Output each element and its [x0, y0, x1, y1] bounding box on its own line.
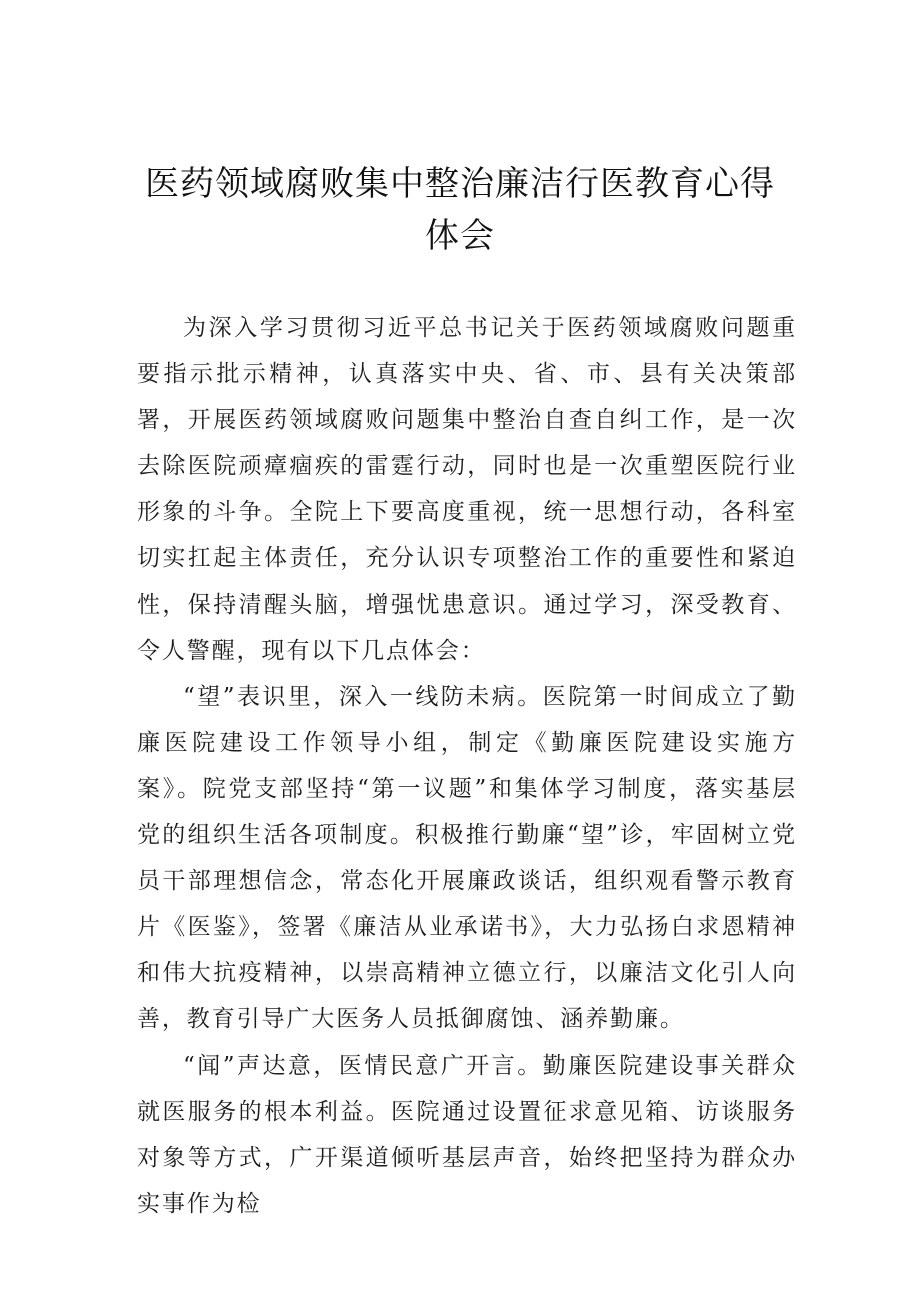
document-body — [137, 305, 797, 1227]
paragraph-wang: “望”表识里，深入一线防未病。医院第一时间成立了勤廉医院建设工作领导小组，制定《勤廉医院建设实施方案》。院党支部坚持“第一议题”和集体学习制度，落实基层党的组织生活各项制度。积极推行勤廉“望”诊，牢固树立党员干部理想信念，常态化开展廉政谈话，组织观看警示教育片《医鉴》，签署《廉洁从业承诺书》，大力弘扬白求恩精神和伟大抗疫精神，以崇高精神立德立行，以廉洁文化引人向善，教育引导广大医务人员抵御腐蚀、涵养勤廉。 — [137, 683, 797, 1033]
paragraph-wen: “闻”声达意，医情民意广开言。勤廉医院建设事关群众就医服务的根本利益。医院通过设置征求意见箱、访谈服务对象等方式，广开渠道倾听基层声音，始终把坚持为群众办实事作为检 — [137, 1052, 797, 1217]
paragraph-intro: 为深入学习贯彻习近平总书记关于医药领域腐败问题重要指示批示精神，认真落实中央、省、市、县有关决策部署，开展医药领域腐败问题集中整治自查自纠工作，是一次去除医院顽瘴痼疾的雷霆行动，同时也是一次重塑医院行业形象的斗争。全院上下要高度重视，统一思想行动，各科室切实扛起主体责任，充分认识专项整治工作的重要性和紧迫性，保持清醒头脑，增强忧患意识。通过学习，深受教育、令人警醒，现有以下几点体会： — [137, 315, 797, 664]
document-title-line-1: 医药领域腐败集中整治廉洁行医教育心得 — [145, 164, 775, 204]
document-title-line-2: 体会 — [425, 216, 495, 256]
